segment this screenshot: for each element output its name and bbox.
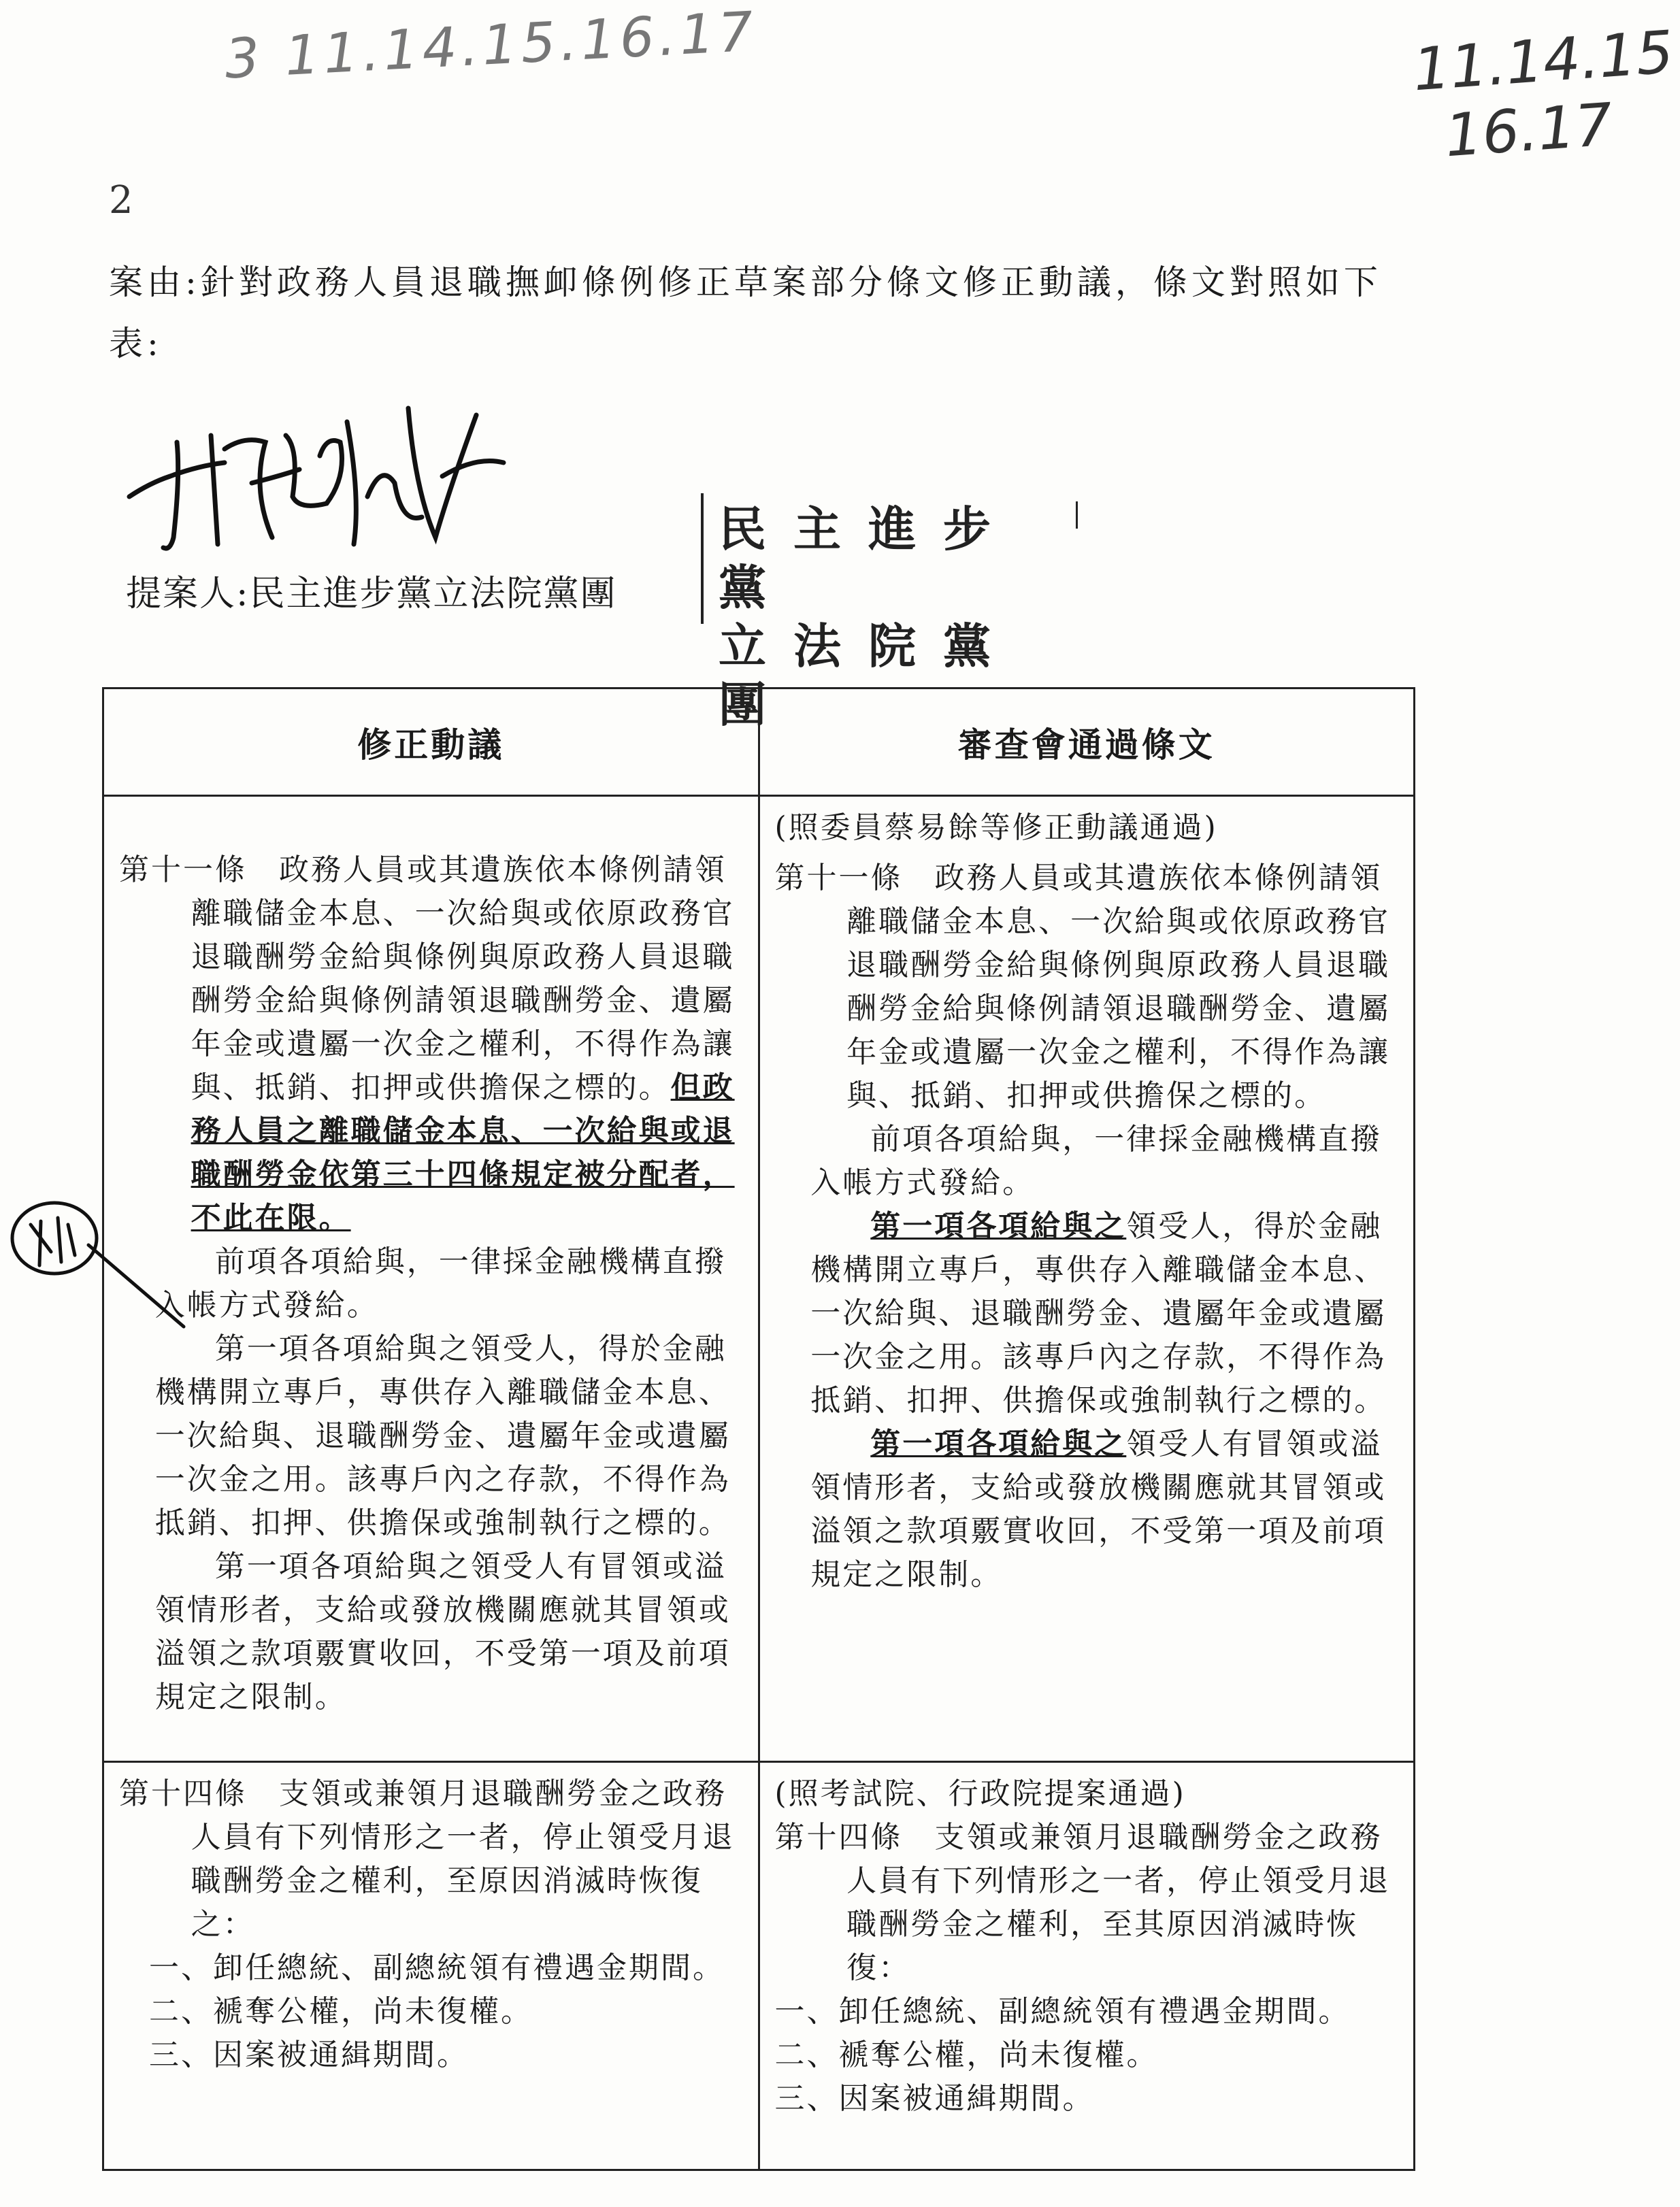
article-14-passed-note: (照考試院、行政院提案通過) bbox=[774, 1776, 1186, 1811]
article-14-passed-item-1: 一、卸任總統、副總統領有禮遇金期間。 bbox=[774, 1994, 1351, 2029]
article-11-passed-p3-underlined: 第一項各項給與之 bbox=[870, 1209, 1127, 1244]
article-14-passed-cell bbox=[759, 1762, 1415, 2170]
article-11-passed-para-1: 第十一條 政務人員或其遺族依本條例請領離職儲金本息、一次給與或依原政務官退職酬勞金給與條例與原政務人員退職酬勞金給與條例請領退職酬勞金、遺屬年金或遺屬一次金之權利，不得作為讓與、抵銷、扣押或供擔保之標的。 bbox=[774, 861, 1391, 1113]
article-11-passed-p4-rest: 領受人有冒領或溢領情形者，支給或發放機關應就其冒領或溢領之款項覈實收回，不受第一項及前項規定之限制。 bbox=[810, 1427, 1387, 1592]
stamp-line-2: 立法院黨團 bbox=[719, 618, 1018, 733]
article-11-passed-p3-rest: 領受人，得於金融機構開立專戶，專供存入離職儲金本息、一次給與、退職酬勞金、遺屬年金或遺屬一次金之用。該專戶內之存款，不得作為抵銷、扣押、供擔保或強制執行之標的。 bbox=[810, 1209, 1387, 1418]
article-14-passed-items bbox=[775, 1990, 1404, 2121]
article-14-motion-para-1: 第十四條 支領或兼領月退職酬勞金之政務人員有下列情形之一者，停止領受月退職酬勞金之權利，至原因消滅時恢復之： bbox=[119, 1776, 735, 1942]
article-11-passed-note: (照委員蔡易餘等修正動議通過) bbox=[774, 810, 1218, 845]
article-11-motion-para-3: 第一項各項給與之領受人，得於金融機構開立專戶，專供存入離職儲金本息、一次給與、退職酬勞金、遺屬年金或遺屬一次金之用。該專戶內之存款，不得作為抵銷、扣押、供擔保或強制執行之標的。 bbox=[154, 1331, 731, 1540]
article-14-motion-item-3: 三、因案被通緝期間。 bbox=[149, 2038, 469, 2072]
article-14-passed-para-1: 第十四條 支領或兼領月退職酬勞金之政務人員有下列情形之一者，停止領受月退職酬勞金之權利，至其原因消滅時恢復： bbox=[774, 1820, 1391, 1985]
handwritten-page-refs: 3 11.14.15.16.17 bbox=[223, 0, 759, 91]
article-11-passed-cell bbox=[759, 796, 1415, 1762]
article-11-passed-p4-underlined: 第一項各項給與之 bbox=[870, 1427, 1127, 1461]
handwritten-right-line1: 11.14.15 bbox=[1411, 18, 1676, 105]
handwritten-right-line2: 16.17 bbox=[1443, 90, 1615, 171]
stamp-line-1: 民主進步黨 bbox=[719, 501, 1018, 616]
article-14-motion-items bbox=[119, 1946, 748, 2077]
comparison-table bbox=[102, 687, 1415, 2171]
party-caucus-stamp bbox=[701, 493, 1087, 733]
article-14-passed-item-2: 二、褫奪公權，尚未復權。 bbox=[774, 2038, 1159, 2072]
article-11-motion-added-text: 但政務人員之離職儲金本息、一次給與或退職酬勞金依第三十四條規定被分配者，不此在限。 bbox=[191, 1070, 735, 1235]
proposer-line: 提案人:民主進步黨立法院黨團 bbox=[126, 574, 617, 614]
article-14-motion-item-2: 二、褫奪公權，尚未復權。 bbox=[149, 1994, 533, 2029]
article-11-passed-para-3 bbox=[775, 1205, 1404, 1423]
header-amendment-motion: 修正動議 bbox=[103, 688, 759, 796]
handwritten-correction-mark bbox=[0, 1184, 204, 1333]
article-11-motion-para-1 bbox=[119, 848, 748, 1240]
article-11-passed-para-2: 前項各項給與，一律採金融機構直撥入帳方式發給。 bbox=[810, 1122, 1383, 1200]
handwritten-page-refs-right bbox=[1411, 18, 1680, 172]
handwritten-signature bbox=[122, 395, 544, 558]
article-14-motion-item-1: 一、卸任總統、副總統領有禮遇金期間。 bbox=[149, 1951, 725, 1985]
article-11-motion-para-2: 前項各項給與，一律採金融機構直撥入帳方式發給。 bbox=[154, 1244, 727, 1323]
article-14-passed-item-3: 三、因案被通緝期間。 bbox=[774, 2081, 1095, 2116]
article-14-motion-cell bbox=[103, 1762, 759, 2170]
subject-text: 案由:針對政務人員退職撫卹條例修正草案部分條文修正動議，條文對照如下表: bbox=[109, 263, 1382, 363]
page-number: 2 bbox=[109, 178, 133, 222]
article-11-motion-p1-text: 第十一條 政務人員或其遺族依本條例請領離職儲金本息、一次給與或依原政務官退職酬勞金給與條例與原政務人員退職酬勞金給與條例請領退職酬勞金、遺屬年金或遺屬一次金之權利，不得作為讓與、抵銷、扣押或供擔保之標的。 bbox=[119, 852, 735, 1105]
article-11-passed-para-4 bbox=[775, 1423, 1404, 1597]
article-11-motion-para-4: 第一項各項給與之領受人有冒領或溢領情形者，支給或發放機關應就其冒領或溢領之款項覈實收回，不受第一項及前項規定之限制。 bbox=[154, 1549, 731, 1714]
header-committee-passed-text: 審查會通過條文 bbox=[759, 688, 1415, 796]
